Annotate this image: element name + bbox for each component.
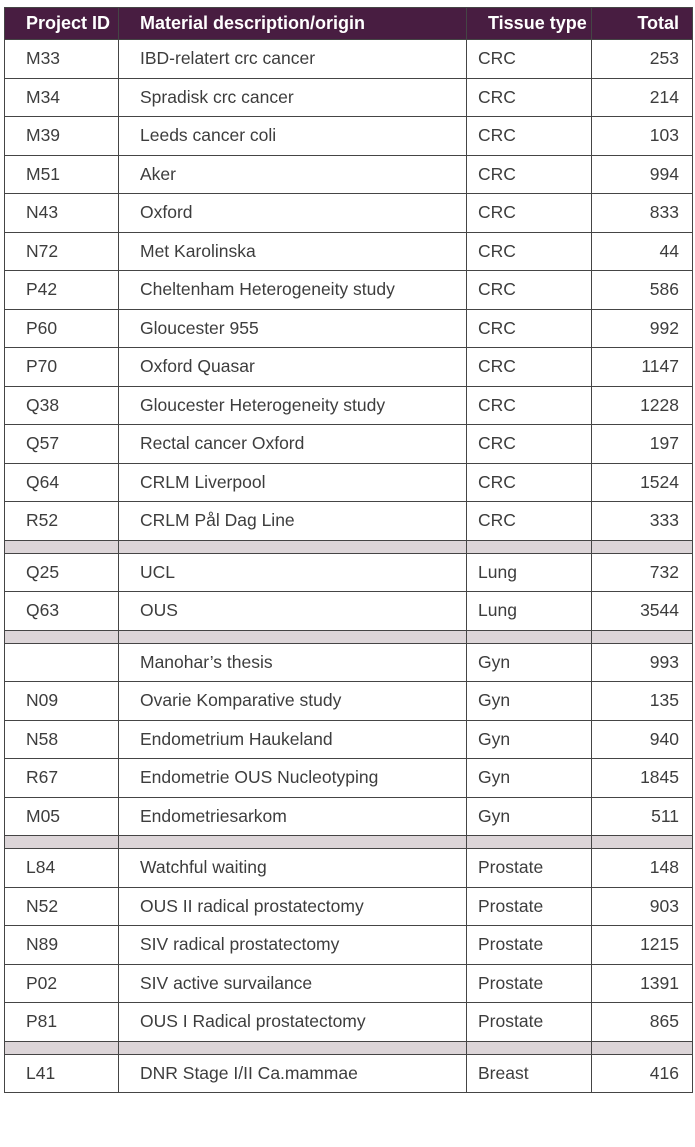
total-cell: 3544 (592, 592, 693, 631)
separator-cell (119, 630, 467, 643)
tissue-cell: CRC (467, 40, 592, 79)
project-id-cell (5, 643, 119, 682)
description-cell: Gloucester Heterogeneity study (119, 386, 467, 425)
project-id-cell: Q57 (5, 425, 119, 464)
total-cell: 511 (592, 797, 693, 836)
total-cell: 416 (592, 1054, 693, 1093)
total-cell: 903 (592, 887, 693, 926)
project-id-cell: P02 (5, 964, 119, 1003)
separator-cell (467, 836, 592, 849)
total-cell: 1391 (592, 964, 693, 1003)
tissue-cell: Prostate (467, 964, 592, 1003)
tissue-cell: CRC (467, 309, 592, 348)
table-row (5, 682, 693, 721)
col-header-tissue-type: Tissue type (467, 8, 592, 40)
separator-row (5, 630, 693, 643)
description-cell: OUS II radical prostatectomy (119, 887, 467, 926)
table-row (5, 78, 693, 117)
total-cell: 1215 (592, 926, 693, 965)
description-cell: Manohar’s thesis (119, 643, 467, 682)
description-cell: Met Karolinska (119, 232, 467, 271)
description-cell: Spradisk crc cancer (119, 78, 467, 117)
table-row (5, 155, 693, 194)
description-cell: SIV active survailance (119, 964, 467, 1003)
total-cell: 103 (592, 117, 693, 156)
total-cell: 833 (592, 194, 693, 233)
project-id-cell: Q38 (5, 386, 119, 425)
tissue-cell: CRC (467, 117, 592, 156)
total-cell: 197 (592, 425, 693, 464)
separator-cell (5, 1041, 119, 1054)
separator-row (5, 540, 693, 553)
description-cell: Endometrie OUS Nucleotyping (119, 759, 467, 798)
project-id-cell: M33 (5, 40, 119, 79)
col-header-total: Total (592, 8, 693, 40)
description-cell: UCL (119, 553, 467, 592)
project-id-cell: N89 (5, 926, 119, 965)
table-row (5, 194, 693, 233)
project-id-cell: N52 (5, 887, 119, 926)
separator-row (5, 1041, 693, 1054)
table-row (5, 1003, 693, 1042)
tissue-cell: Breast (467, 1054, 592, 1093)
tissue-cell: Gyn (467, 797, 592, 836)
tissue-cell: CRC (467, 386, 592, 425)
total-cell: 1524 (592, 463, 693, 502)
tissue-cell: CRC (467, 78, 592, 117)
total-cell: 586 (592, 271, 693, 310)
tissue-cell: CRC (467, 155, 592, 194)
table-row (5, 887, 693, 926)
total-cell: 992 (592, 309, 693, 348)
project-id-cell: M39 (5, 117, 119, 156)
table-row (5, 553, 693, 592)
description-cell: CRLM Pål Dag Line (119, 502, 467, 541)
total-cell: 732 (592, 553, 693, 592)
project-id-cell: M34 (5, 78, 119, 117)
total-cell: 148 (592, 849, 693, 888)
table-row (5, 1054, 693, 1093)
separator-cell (5, 836, 119, 849)
description-cell: Endometriesarkom (119, 797, 467, 836)
separator-cell (5, 540, 119, 553)
separator-cell (592, 1041, 693, 1054)
col-header-project-id: Project ID (5, 8, 119, 40)
description-cell: DNR Stage I/II Ca.mammae (119, 1054, 467, 1093)
table-row (5, 849, 693, 888)
description-cell: SIV radical prostatectomy (119, 926, 467, 965)
tissue-cell: Gyn (467, 720, 592, 759)
project-id-cell: N43 (5, 194, 119, 233)
project-id-cell: L41 (5, 1054, 119, 1093)
description-cell: Leeds cancer coli (119, 117, 467, 156)
table-row (5, 502, 693, 541)
description-cell: OUS I Radical prostatectomy (119, 1003, 467, 1042)
tissue-cell: Prostate (467, 887, 592, 926)
total-cell: 44 (592, 232, 693, 271)
table-row (5, 271, 693, 310)
total-cell: 135 (592, 682, 693, 721)
project-id-cell: Q25 (5, 553, 119, 592)
tissue-cell: CRC (467, 232, 592, 271)
table-row (5, 592, 693, 631)
project-id-cell: M05 (5, 797, 119, 836)
total-cell: 940 (592, 720, 693, 759)
description-cell: Oxford (119, 194, 467, 233)
total-cell: 1147 (592, 348, 693, 387)
description-cell: Aker (119, 155, 467, 194)
separator-cell (467, 630, 592, 643)
project-id-cell: P60 (5, 309, 119, 348)
tissue-cell: Gyn (467, 759, 592, 798)
header-row (5, 8, 693, 40)
description-cell: CRLM Liverpool (119, 463, 467, 502)
project-id-cell: R52 (5, 502, 119, 541)
description-cell: Endometrium Haukeland (119, 720, 467, 759)
description-cell: IBD-relatert crc cancer (119, 40, 467, 79)
tissue-cell: Prostate (467, 1003, 592, 1042)
description-cell: Rectal cancer Oxford (119, 425, 467, 464)
project-id-cell: R67 (5, 759, 119, 798)
description-cell: Watchful waiting (119, 849, 467, 888)
description-cell: Ovarie Komparative study (119, 682, 467, 721)
col-header-material-description: Material description/origin (119, 8, 467, 40)
table-row (5, 964, 693, 1003)
project-id-cell: P42 (5, 271, 119, 310)
total-cell: 994 (592, 155, 693, 194)
project-id-cell: N72 (5, 232, 119, 271)
total-cell: 865 (592, 1003, 693, 1042)
description-cell: Cheltenham Heterogeneity study (119, 271, 467, 310)
table-row (5, 759, 693, 798)
separator-cell (467, 540, 592, 553)
project-id-cell: M51 (5, 155, 119, 194)
separator-cell (119, 540, 467, 553)
tissue-cell: CRC (467, 194, 592, 233)
separator-cell (592, 630, 693, 643)
table-row (5, 309, 693, 348)
table-row (5, 463, 693, 502)
table-row (5, 720, 693, 759)
tissue-cell: CRC (467, 271, 592, 310)
description-cell: Oxford Quasar (119, 348, 467, 387)
total-cell: 214 (592, 78, 693, 117)
separator-row (5, 836, 693, 849)
project-id-cell: Q64 (5, 463, 119, 502)
tissue-cell: CRC (467, 348, 592, 387)
total-cell: 1845 (592, 759, 693, 798)
table-row (5, 425, 693, 464)
table-row (5, 40, 693, 79)
total-cell: 1228 (592, 386, 693, 425)
total-cell: 333 (592, 502, 693, 541)
project-id-cell: P81 (5, 1003, 119, 1042)
separator-cell (592, 540, 693, 553)
separator-cell (592, 836, 693, 849)
separator-cell (119, 836, 467, 849)
table-row (5, 386, 693, 425)
tissue-cell: Prostate (467, 926, 592, 965)
project-id-cell: N09 (5, 682, 119, 721)
tissue-cell: CRC (467, 463, 592, 502)
tissue-cell: Gyn (467, 643, 592, 682)
table-row (5, 232, 693, 271)
project-id-cell: Q63 (5, 592, 119, 631)
project-id-cell: P70 (5, 348, 119, 387)
table-row (5, 643, 693, 682)
tissue-cell: CRC (467, 502, 592, 541)
project-id-cell: L84 (5, 849, 119, 888)
description-cell: Gloucester 955 (119, 309, 467, 348)
description-cell: OUS (119, 592, 467, 631)
table-body (5, 40, 693, 1093)
tissue-cell: CRC (467, 425, 592, 464)
table-row (5, 797, 693, 836)
table-row (5, 117, 693, 156)
tissue-cell: Lung (467, 592, 592, 631)
separator-cell (119, 1041, 467, 1054)
tissue-cell: Gyn (467, 682, 592, 721)
table-row (5, 926, 693, 965)
separator-cell (5, 630, 119, 643)
tissue-cell: Prostate (467, 849, 592, 888)
tissue-cell: Lung (467, 553, 592, 592)
table-row (5, 348, 693, 387)
separator-cell (467, 1041, 592, 1054)
projects-table (4, 7, 693, 1093)
total-cell: 993 (592, 643, 693, 682)
project-id-cell: N58 (5, 720, 119, 759)
total-cell: 253 (592, 40, 693, 79)
